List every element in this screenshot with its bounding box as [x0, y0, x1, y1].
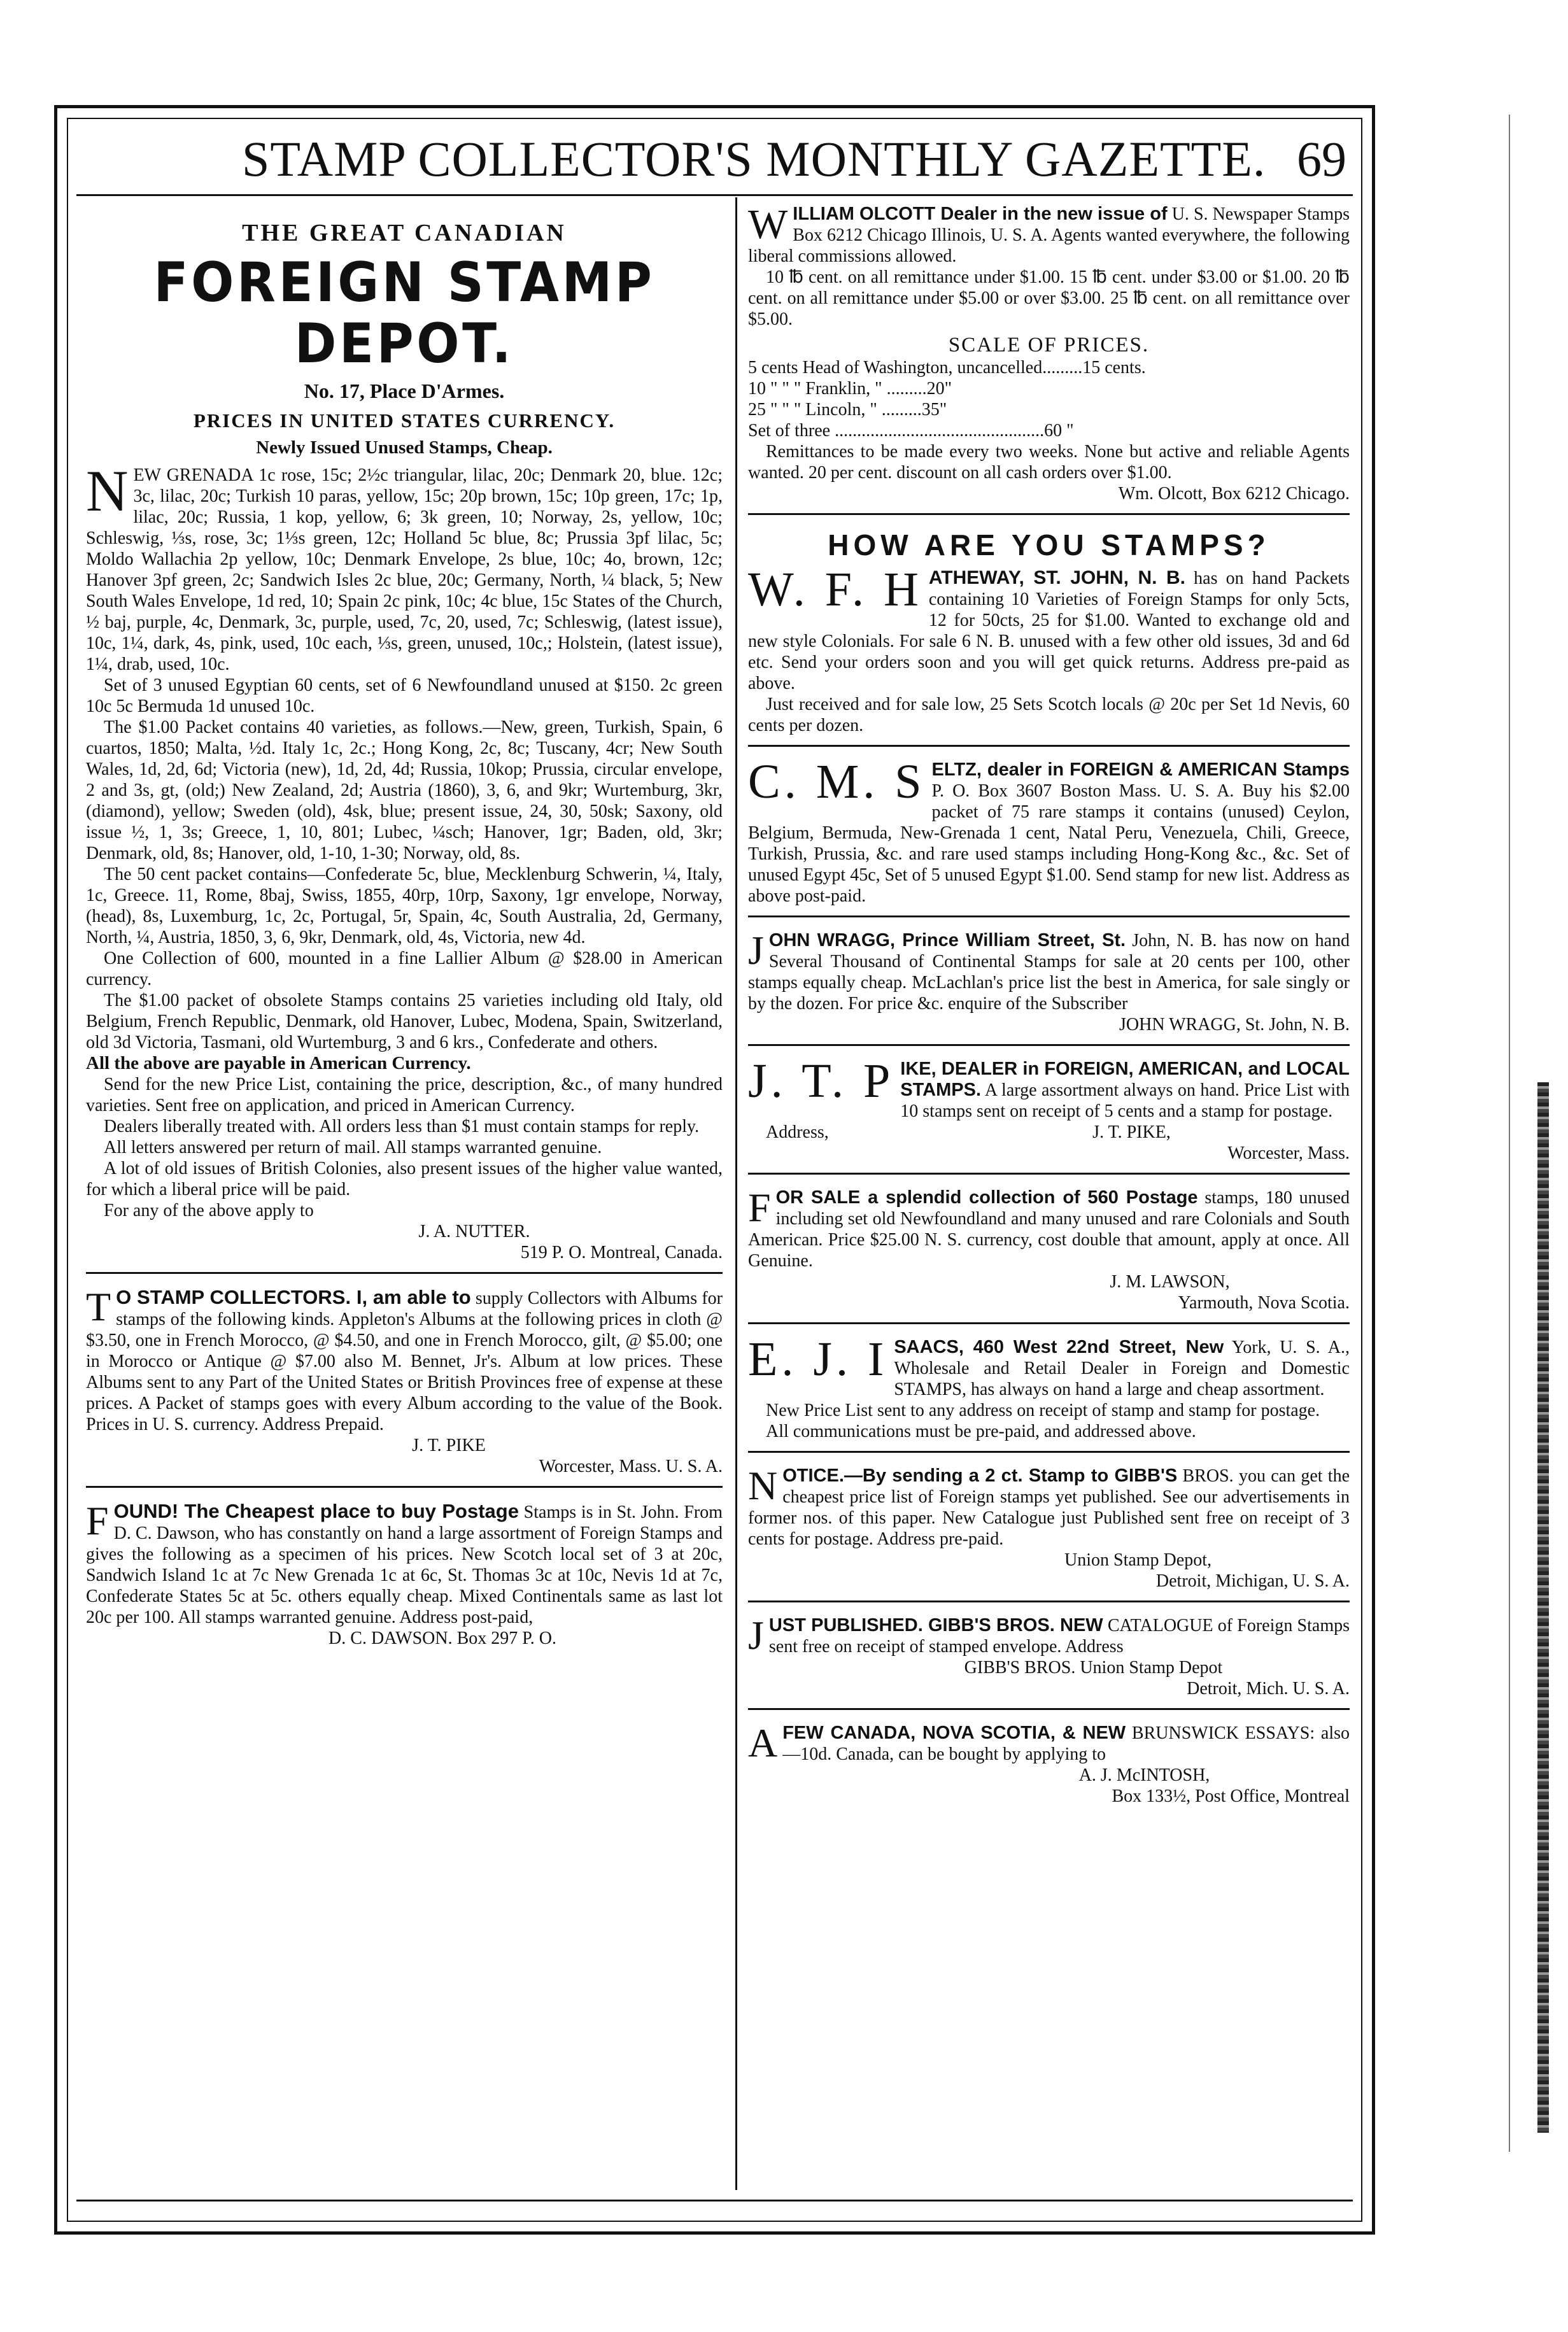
gibbs-paragraph	[748, 1615, 1350, 1657]
gibbs-signature-address: Detroit, Mich. U. S. A.	[1187, 1679, 1350, 1699]
isaacs-paragraph	[748, 1332, 1350, 1400]
ad-divider	[748, 1451, 1350, 1455]
found-signature: D. C. DAWSON. Box 297 P. O.	[328, 1629, 556, 1648]
depot-para-6: The $1.00 packet of obsolete Stamps contains 25 varieties including old Italy, old Belgium, French Republic, Denmark, old Hanover, Lubec, Modena, Spain, Switzerland, old 3d Victoria, Tasmani, old Wurtemburg, 3 and 6 krs., Confederate and others.	[86, 991, 723, 1052]
depot-para-8: Send for the new Price List, containing the price, description, &c., of many hundred varieties. Sent free on application, and priced in American Currency.	[86, 1075, 723, 1115]
ad-divider	[748, 1044, 1350, 1049]
bottom-rule	[76, 2200, 1353, 2201]
olcott-commissions: 10 ℔ cent. on all remittance under $1.00. 15 ℔ cent. under $3.00 or $1.00. 20 ℔ cent. on all remittance under $5.00 or over $3.00. 25 ℔ cent. on all remittance over $5.00.	[748, 267, 1350, 329]
hatheway-paragraph	[748, 563, 1350, 694]
isaacs-body: York, U. S. A., Wholesale and Retail Dealer in Foreign and Domestic STAMPS, has always on hand a large and cheap assortment.	[894, 1338, 1350, 1399]
drop-cap: T	[86, 1284, 111, 1329]
lawson-body: stamps, 180 unused including set old Newfoundland and many unused and rare Colonials and South American. Price $25.00 N. S. currency, cost double that amount, apply at once. All Genuine.	[748, 1188, 1350, 1271]
hatheway-lead: ATHEWAY, ST. JOHN, N. B.	[928, 567, 1185, 588]
depot-para-3: The $1.00 Packet contains 40 varieties, as follows.—New, green, Turkish, Spain, 6 cuartos, 1850; Malta, ½d. Italy 1c, 2c.; Hong Kong, 2c, 8c; Tuscany, 4cr; New South Wales, 1d, 2d, 6d; Victoria (new), 1d, 2d, 4d; Russia, 10kop; Prussia, circular envelope, 2 and 3s, gt, (old;) New Zealand, 2d; Austria (1860), 3, 6, and 9kr; Wurtemburg, 3kr, (diamond), yellow; Sweden (old), 4sk, blue; present issue, 24, 30, 50sk; Saxony, old issue ½, 1, 3s; Greece, 1, 10, 801; Lubec, ¼sch; Hanover, 1gr; Baden, old, 3kr; Denmark, old, 8s; Hanover, old, 1-10, 1-30; Norway, old, 8s.	[86, 717, 723, 863]
ad-isaacs	[748, 1332, 1350, 1442]
seltz-body: P. O. Box 3607 Boston Mass. U. S. A. Buy his $2.00 packet of 75 rare stamps it contains (unused) Ceylon, Belgium, Bermuda, New-Grenada 1 cent, Natal Peru, Venezuela, Chili, Greece, Turkish, Prussia, &c. and rare used stamps including Hong-Kong &c., &c. Set of unused Egypt 45c, Set of 5 unused Egypt $1.00. Send stamp for new list. Address as above post-paid.	[748, 781, 1350, 906]
page-number: 69	[1297, 131, 1346, 187]
collectors-body: supply Collectors with Albums for stamps of the following kinds. Appleton's Albums at the following prices in cloth @ $3.50, one in French Morocco, @ $4.50, and one in French Morocco, gilt, @ $5.00; one in Morocco or Antique @ $7.00 also M. Bennet, Jr's. Album at low prices. These Albums sent to any Part of the United States or British Provinces free of expense at these prices. A Packet of stamps goes with every Album according to the value of the Book. Prices in U. S. currency. Address Prepaid.	[86, 1289, 723, 1434]
scan-edge-strip	[1537, 1082, 1549, 2133]
depot-para-9: Dealers liberally treated with. All orders less than $1 must contain stamps for reply.	[104, 1117, 700, 1136]
drop-cap: F	[86, 1498, 109, 1543]
initials-cap: E. J. I	[748, 1332, 888, 1386]
pike-paragraph	[748, 1054, 1350, 1122]
depot-para-1: EW GRENADA 1c rose, 15c; 2½c triangular, lilac, 20c; Denmark 20, blue. 12c; 3c, lilac, 20c; Turkish 10 paras, yellow, 15c; 20p brown, 15c; 10p green, 17c; 1p, lilac, 20c; Russia, 1 kop, yellow, 6; 3k green, 10; Norway, 2s, yellow, 10c; Schleswig, ⅓s, rose, 3c; 1⅓s green, 12c; Holland 5c blue, 8c; Prussia 3pf lilac, 5c; Moldo Wallachia 2p yellow, 10c; Denmark Envelope, 2s blue, 10c; 4o, brown, 12c; Hanover 3pf green, 2c; Sandwich Isles 2c blue, 20c; Germany, North, ¼ black, 5; New South Wales Envelope, 1d red, 10; Spain 2c pink, 10c; 4c blue, 15c States of the Church, ½ baj, purple, 4c, Denmark, 3c, purple, used, 7c, 20, used, 7c; Schleswig, (latest issue), 10c, 1¼, dark, 4s, pink, used, 10c each, ⅓s, green, unused, 10c,; Holstein, (latest issue), 1¼, drab, used, 10c.	[86, 465, 723, 674]
drop-cap: A	[748, 1720, 778, 1765]
initials-cap: J. T. P	[748, 1054, 894, 1108]
initials-cap: C. M. S	[748, 755, 926, 809]
gibbs-body: CATALOGUE of Foreign Stamps sent free on receipt of stamped envelope. Address	[768, 1616, 1350, 1657]
page-header	[76, 131, 1353, 188]
essays-body: BRUNSWICK ESSAYS: also—10d. Canada, can be bought by applying to	[782, 1723, 1350, 1764]
hatheway-body: has on hand Packets containing 10 Varieties of Foreign Stamps for only 5cts, 12 for 50cts, 25 for $1.00. Wanted to exchange old and new style Colonials. For sale 6 N. B. unused with a few other old issues, 3d and 6d etc. Send your orders soon and you will get quick returns. Address pre-paid as above.	[748, 569, 1350, 693]
notice-signature-address: Detroit, Michigan, U. S. A.	[1155, 1571, 1350, 1591]
ad-divider	[748, 1708, 1350, 1713]
isaacs-lead: SAACS, 460 West 22nd Street, New	[894, 1337, 1224, 1357]
olcott-lead: ILLIAM OLCOTT Dealer in the new issue of	[793, 204, 1168, 224]
olcott-body: U. S. Newspaper Stamps Box 6212 Chicago Illinois, U. S. A. Agents wanted everywhere, the following liberal commissions allowed.	[748, 204, 1350, 266]
seltz-lead: ELTZ, dealer in FOREIGN & AMERICAN Stamps	[931, 760, 1350, 780]
pike-signature-address: Worcester, Mass.	[1227, 1143, 1350, 1163]
depot-signature-name: J. A. NUTTER.	[418, 1222, 530, 1241]
drop-cap: N	[748, 1463, 778, 1508]
drop-cap: J	[748, 1613, 764, 1658]
depot-address: No. 17, Place D'Armes.	[304, 379, 505, 402]
column-divider	[735, 197, 737, 2190]
collectors-lead: O STAMP COLLECTORS. I, am able to	[116, 1286, 471, 1308]
olcott-footer: Remittances to be made every two weeks. None but active and reliable Agents wanted. 20 per cent. discount on all cash orders over $1.00.	[748, 442, 1350, 483]
found-paragraph	[86, 1498, 723, 1628]
ad-divider	[748, 915, 1350, 920]
drop-cap: F	[748, 1185, 771, 1230]
ad-essays	[748, 1720, 1350, 1807]
drop-cap: J	[748, 928, 764, 973]
wragg-signature: JOHN WRAGG, St. John, N. B.	[1119, 1015, 1350, 1035]
initials-cap: W. F. H	[748, 563, 922, 616]
lawson-signature-name: J. M. LAWSON,	[1110, 1272, 1230, 1292]
depot-subhead: Newly Issued Unused Stamps, Cheap.	[256, 437, 553, 458]
drop-cap: W	[748, 201, 788, 248]
ad-divider	[748, 513, 1350, 518]
depot-currency: PRICES IN UNITED STATES CURRENCY.	[193, 409, 616, 432]
seltz-paragraph	[748, 755, 1350, 907]
page-title: STAMP COLLECTOR'S MONTHLY GAZETTE.	[242, 131, 1266, 187]
ad-olcott	[748, 201, 1350, 504]
right-column	[748, 201, 1350, 1807]
left-column	[86, 204, 723, 1649]
ad-stamp-collectors	[86, 1284, 723, 1477]
depot-signature-address: 519 P. O. Montreal, Canada.	[520, 1243, 723, 1262]
ad-hatheway	[748, 528, 1350, 736]
collectors-signature-name: J. T. PIKE	[412, 1436, 486, 1455]
gibbs-signature-name: GIBB'S BROS. Union Stamp Depot	[964, 1658, 1223, 1678]
scale-row: 5 cents Head of Washington, uncancelled.........15 cents.	[748, 358, 1146, 378]
notice-signature-name: Union Stamp Depot,	[1064, 1550, 1211, 1570]
ad-seltz	[748, 755, 1350, 907]
hatheway-body-2: Just received and for sale low, 25 Sets Scotch locals @ 20c per Set 1d Nevis, 60 cents per dozen.	[748, 695, 1350, 735]
ad-divider	[748, 745, 1350, 749]
essays-lead: FEW CANADA, NOVA SCOTIA, & NEW	[782, 1723, 1126, 1743]
depot-kicker: THE GREAT CANADIAN	[242, 220, 567, 246]
ad-divider	[748, 1173, 1350, 1177]
ad-foreign-stamp-depot	[86, 219, 723, 1263]
collectors-signature-address: Worcester, Mass. U. S. A.	[539, 1457, 723, 1476]
gibbs-lead: UST PUBLISHED. GIBB'S BROS. NEW	[768, 1615, 1103, 1636]
ad-divider	[748, 1601, 1350, 1605]
ad-lawson	[748, 1187, 1350, 1313]
header-rule	[76, 194, 1353, 196]
scale-row: 10 " " " Franklin, " .........20"	[748, 379, 952, 399]
found-body: Stamps is in St. John. From D. C. Dawson, who has constantly on hand a large assortment of Foreign Stamps and gives the following as a specimen of his prices. New Scotch local set of 3 at 20c, Sandwich Island 1c at 7c New Grenada 1c at 6c, St. Thomas 3c at 10c, Nevis 1d at 7c, Confederate States 5c at 5c. others equally cheap. Mixed Continentals same as last lot 20c per 100. All stamps warranted genuine. Address post-paid,	[86, 1502, 723, 1627]
scale-row: Set of three ...............................................60 "	[748, 421, 1074, 441]
essays-paragraph	[748, 1720, 1350, 1765]
lawson-lead: OR SALE a splendid collection of 560 Postage	[775, 1187, 1198, 1208]
hatheway-heading: HOW ARE YOU STAMPS?	[828, 528, 1270, 562]
scan-edge-line	[1509, 115, 1510, 2152]
notice-body: BROS. you can get the cheapest price list of Foreign stamps yet published. See our advertisements in former nos. of this paper. New Catalogue just Published sent free on receipt of 3 cents for postage. Address pre-paid.	[748, 1466, 1350, 1549]
essays-signature-address: Box 133½, Post Office, Montreal	[1112, 1786, 1350, 1806]
isaacs-body-2: New Price List sent to any address on receipt of stamp and stamp for postage.	[766, 1401, 1320, 1420]
wragg-body: John, N. B. has now on hand Several Thousand of Continental Stamps for sale at 20 cents per 100, other stamps equally cheap. McLachlan's price list the best in America, for sale singly or by the dozen. For price &c. enquire of the Subscriber	[748, 931, 1350, 1014]
ad-divider	[86, 1486, 723, 1490]
pike-address-label: Address,	[766, 1122, 829, 1142]
olcott-scale-title: SCALE OF PRICES.	[948, 334, 1150, 357]
ad-just-published	[748, 1615, 1350, 1699]
drop-cap: N	[86, 458, 129, 523]
depot-para-2: Set of 3 unused Egyptian 60 cents, set of 6 Newfoundland unused at $150. 2c green 10c 5c Bermuda 1d unused 10c.	[86, 675, 723, 716]
pike-body: A large assortment always on hand. Price List with 10 stamps sent on receipt of 5 cents and a stamp for postage.	[900, 1080, 1350, 1121]
lawson-signature-address: Yarmouth, Nova Scotia.	[1178, 1293, 1350, 1313]
ad-found-dawson	[86, 1498, 723, 1649]
notice-paragraph	[748, 1463, 1350, 1550]
isaacs-body-3: All communications must be pre-paid, and addressed above.	[766, 1422, 1196, 1441]
depot-paragraph	[86, 458, 723, 675]
pike-signature-name: J. T. PIKE,	[1092, 1122, 1171, 1142]
depot-para-10: All letters answered per return of mail. All stamps warranted genuine.	[104, 1138, 602, 1157]
olcott-signature: Wm. Olcott, Box 6212 Chicago.	[1118, 484, 1350, 504]
scale-row: 25 " " " Lincoln, " .........35"	[748, 400, 947, 420]
found-lead: OUND! The Cheapest place to buy Postage	[113, 1500, 519, 1522]
essays-signature-name: A. J. McINTOSH,	[1078, 1765, 1210, 1785]
pike-lead: IKE, DEALER in FOREIGN, AMERICAN, and LOCAL STAMPS.	[900, 1059, 1350, 1100]
depot-para-5: One Collection of 600, mounted in a fine Lallier Album @ $28.00 in American currency.	[86, 949, 723, 989]
ad-notice-gibbs	[748, 1463, 1350, 1592]
ad-wragg	[748, 930, 1350, 1035]
depot-para-4: The 50 cent packet contains—Confederate 5c, blue, Mecklenburg Schwerin, ¼, Italy, 1c, Greece. 11, Rome, 8baj, Swiss, 1855, 40rp, 10rp, Saxony, 1gr envelope, Norway, (head), 8s, Luxemburg, 1c, 2c, Portugal, 5r, Spain, 4c, South Australia, 2d, Germany, North, ¼, Austria, 1850, 3, 6, 9kr, Denmark, old, 4s, Victoria, new 4d.	[86, 865, 723, 947]
ad-pike	[748, 1054, 1350, 1164]
notice-lead: OTICE.—By sending a 2 ct. Stamp to GIBB'S	[782, 1466, 1178, 1486]
depot-name: FOREIGN STAMP DEPOT.	[153, 251, 655, 376]
collectors-paragraph	[86, 1284, 723, 1435]
depot-para-12: For any of the above apply to	[104, 1201, 314, 1220]
ad-divider	[748, 1322, 1350, 1327]
depot-para-11: A lot of old issues of British Colonies, also present issues of the higher value wanted, for which a liberal price will be paid.	[86, 1159, 723, 1199]
olcott-paragraph	[748, 201, 1350, 267]
lawson-paragraph	[748, 1187, 1350, 1271]
ad-divider	[86, 1272, 723, 1276]
wragg-lead: OHN WRAGG, Prince William Street, St.	[768, 930, 1126, 950]
depot-para-7: All the above are payable in American Currency.	[86, 1053, 471, 1073]
wragg-paragraph	[748, 930, 1350, 1014]
